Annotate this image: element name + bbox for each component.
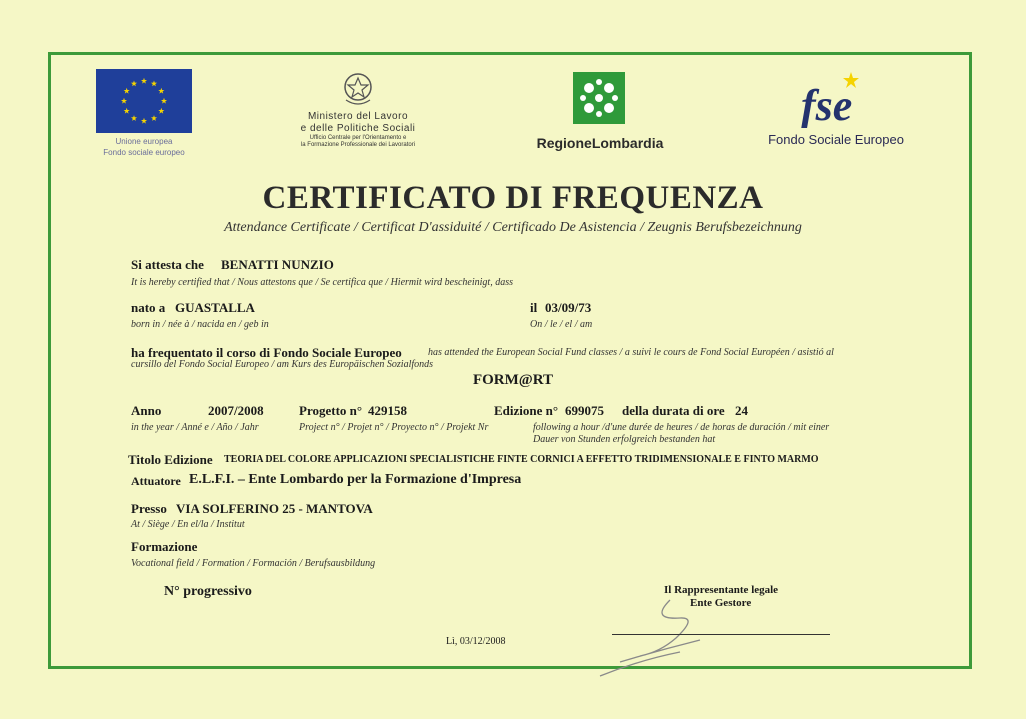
eu-star-icon [151,115,157,121]
eu-star-icon [121,98,127,104]
formazione-translation: Vocational field / Formation / Formación / Berufsausbildung [131,558,376,569]
regione-lombardia-logo [573,72,625,124]
anno-value: 2007/2008 [208,403,264,418]
birthplace-value: GUASTALLA [175,300,255,315]
progetto-value: 429158 [368,403,407,418]
ministry-name-2: e delle Politiche Sociali [300,123,416,134]
certificate-subtitle: Attendance Certificate / Certificat D'assiduité / Certificado De Asistencia / Zeugnis Berufsbezeichnung [224,220,802,235]
progetto-translation: Project n° / Projet n° / Proyecto n° / Projekt Nr [299,422,489,433]
certificate-title: CERTIFICATO DI FREQUENZA [262,180,764,216]
birthdate-translation: On / le / el / am [530,319,593,330]
eu-star-icon [124,108,130,114]
regione-lombardia-name: RegioneLombardia [536,135,664,151]
fse-mark-text: fse [801,81,853,128]
anno-translation: in the year / Anné e / Año / Jahr [131,422,259,433]
eu-star-icon [158,88,164,94]
progetto-label: Progetto n° [299,403,363,418]
eu-stars-icon [96,69,192,133]
edizione-value: 699075 [565,403,604,418]
attuatore-value: E.L.F.I. – Ente Lombardo per la Formazione d'Impresa [189,472,522,487]
edizione-label: Edizione n° [494,403,559,418]
anno-label: Anno [131,403,162,418]
ministry-sub-1: Ufficio Centrale per l'Orientamento e [309,135,407,141]
holder-name: BENATTI NUNZIO [221,257,334,272]
fse-logo [795,70,875,133]
eu-star-icon [141,118,147,124]
handwritten-signature [580,590,720,680]
corso-translation-1: has attended the European Social Fund classes / a suivi le cours de Fond Social Européen / asistió al [428,347,834,358]
course-name: FORM@RT [472,372,554,388]
eu-star-icon [124,88,130,94]
ministry-name-1: Ministero del Lavoro [307,111,409,122]
corso-translation-2: cursillo del Fondo Social Europeo / am Kurs des Europäischen Sozialfonds [131,359,434,370]
attesta-translation: It is hereby certified that / Nous attestons que / Se certifica que / Hiermit wird bescheinigt, dass [131,277,513,288]
eu-star-icon [158,108,164,114]
eu-caption-2: Fondo sociale europeo [103,148,185,157]
place-date: Lì, 03/12/2008 [446,636,506,647]
presso-translation: At / Siège / En el/la / Institut [131,519,245,530]
signature-title-1: Il Rappresentante legale [664,584,779,596]
presso-label: Presso [131,501,167,516]
italian-emblem-icon [340,70,376,113]
durata-translation-1: following a hour /d'une durée de heures / de horas de duración / mit einer [533,422,830,433]
eu-star-icon [131,80,137,86]
progressivo-label: N° progressivo [164,584,252,599]
attuatore-label: Attuatore [131,474,181,488]
signature-title-2: Ente Gestore [690,597,752,609]
signature-line [612,634,830,635]
durata-translation-2: Dauer von Stunden erfolgreich bestanden hat [533,434,716,445]
durata-label: della durata di ore [622,403,725,418]
eu-caption-1: Unione europea [115,137,173,146]
eu-star-icon [161,98,167,104]
eu-star-icon [131,115,137,121]
nato-label: nato a [131,300,166,315]
ministry-sub-2: la Formazione Professionale dei Lavoratori [300,142,416,148]
titolo-label: Titolo Edizione [128,452,213,467]
durata-value: 24 [735,403,748,418]
eu-star-icon [151,80,157,86]
rosa-camuna-icon [573,72,625,124]
attesta-label: Si attesta che [131,257,204,272]
titolo-value: TEORIA DEL COLORE APPLICAZIONI SPECIALISTICHE FINTE CORNICI A EFFETTO TRIDIMENSIONALE E FINTO MARMO [224,454,819,465]
birthdate-value: 03/09/73 [545,300,592,315]
corso-label: ha frequentato il corso di Fondo Sociale Europeo [131,345,402,360]
formazione-label: Formazione [131,539,198,554]
fse-name: Fondo Sociale Europeo [768,132,904,147]
presso-value: VIA SOLFERINO 25 - MANTOVA [176,501,373,516]
nato-translation: born in / née à / nacida en / geb in [131,319,269,330]
eu-flag-logo [96,69,192,133]
birthdate-label: il [530,300,538,315]
eu-star-icon [141,78,147,84]
